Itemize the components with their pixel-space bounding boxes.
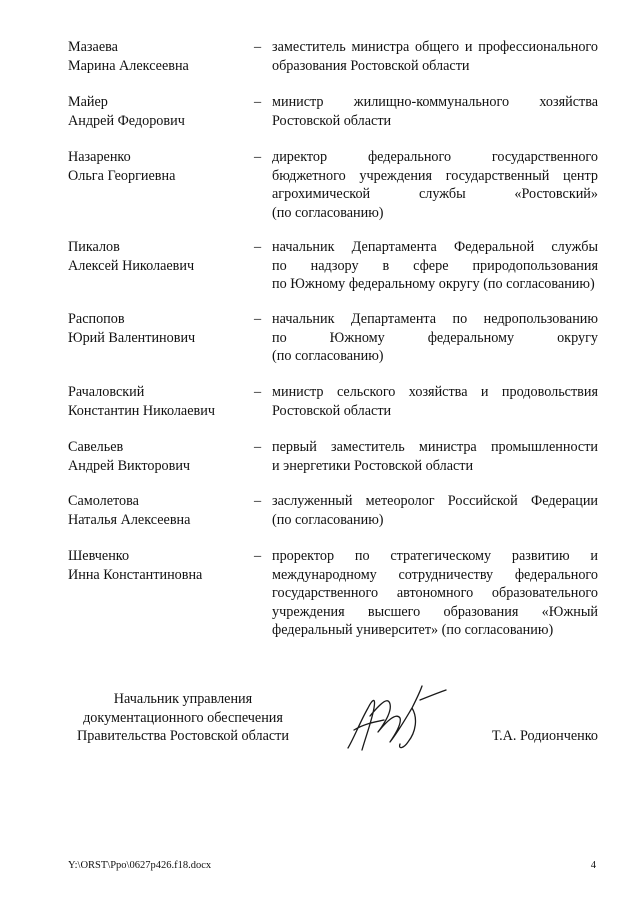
member-position (272, 148, 598, 222)
position-line: государственного автономного образовательного (272, 585, 598, 601)
member-given-name: Андрей Викторович (68, 457, 191, 474)
member-surname: Майер (68, 94, 108, 110)
position-line: первый заместитель министра промышленности (272, 439, 598, 455)
member-given-name: Наталья Алексеевна (68, 511, 191, 528)
position-line: (по согласованию) (272, 348, 384, 364)
position-line: агрохимической службы «Ростовский» (272, 186, 598, 202)
position-line: по Южному федеральному округу (272, 329, 598, 346)
member-position (272, 383, 598, 420)
member-given-name: Юрий Валентинович (68, 329, 196, 346)
member-given-name: Андрей Федорович (68, 112, 185, 129)
entry-dash: – (254, 39, 262, 55)
position-line: по надзору в сфере природопользования (272, 257, 598, 274)
member-position (272, 310, 598, 366)
position-line: бюджетного учреждения государственный центр (272, 167, 598, 184)
entry-dash: – (254, 493, 262, 509)
member-position (272, 238, 598, 294)
member-name (68, 492, 248, 529)
member-name (68, 148, 248, 185)
position-line: образования Ростовской области (272, 57, 470, 74)
member-given-name: Инна Константиновна (68, 566, 203, 583)
member-given-name: Константин Николаевич (68, 402, 215, 419)
member-surname: Самолетова (68, 493, 139, 509)
position-line: Ростовской области (272, 112, 392, 129)
member-position (272, 547, 598, 640)
member-given-name: Алексей Николаевич (68, 257, 195, 274)
signatory-name: Т.А. Родионченко (491, 728, 598, 744)
signatory-title-line: Правительства Ростовской области (77, 728, 289, 744)
signatory-title-line: документационного обеспечения (83, 709, 283, 726)
position-line: начальник Департамента по недропользованию (272, 311, 598, 327)
page-number: 4 (590, 860, 596, 871)
member-name (68, 310, 248, 347)
member-name (68, 438, 248, 475)
member-position (272, 93, 598, 130)
member-name (68, 93, 248, 130)
entry-dash: – (254, 439, 262, 455)
file-path: Y:\ORST\Ppo\0627p426.f18.docx (68, 860, 212, 871)
member-position (272, 438, 598, 475)
position-line: начальник Департамента Федеральной службы (272, 239, 598, 255)
member-given-name: Ольга Георгиевна (68, 167, 176, 184)
entry-dash: – (254, 94, 262, 110)
member-surname: Рачаловский (68, 384, 145, 400)
position-line: по Южному федеральному округу (по согласованию) (272, 276, 595, 292)
position-line: заслуженный метеоролог Российской Федерации (272, 493, 598, 509)
position-line: (по согласованию) (272, 511, 384, 528)
entry-dash: – (254, 548, 262, 564)
member-position (272, 492, 598, 529)
position-line: министр сельского хозяйства и продовольствия (272, 384, 598, 400)
handwritten-signature (340, 678, 450, 760)
member-given-name: Марина Алексеевна (68, 57, 189, 74)
position-line: международному сотрудничеству федерального (272, 566, 598, 583)
signatory-title (68, 690, 298, 746)
position-line: федеральный университет» (по согласованию) (272, 622, 554, 638)
entry-dash: – (254, 311, 262, 327)
position-line: директор федерального государственного (272, 149, 598, 165)
entry-dash: – (254, 239, 262, 255)
member-surname: Пикалов (68, 239, 120, 255)
member-surname: Шевченко (68, 548, 130, 564)
member-name (68, 547, 248, 584)
position-line: и энергетики Ростовской области (272, 457, 474, 474)
member-name (68, 238, 248, 275)
member-surname: Савельев (68, 439, 124, 455)
position-line: министр жилищно-коммунального хозяйства (272, 94, 598, 110)
member-surname: Мазаева (68, 39, 118, 55)
signatory-title-line: Начальник управления (113, 691, 253, 707)
position-line: проректор по стратегическому развитию и (272, 548, 598, 564)
member-position (272, 38, 598, 75)
entry-dash: – (254, 384, 262, 400)
position-line: учреждения высшего образования «Южный (272, 603, 598, 620)
position-line: заместитель министра общего и профессионального (272, 39, 598, 55)
position-line: Ростовской области (272, 402, 392, 419)
entry-dash: – (254, 149, 262, 165)
member-name (68, 38, 248, 75)
member-surname: Назаренко (68, 149, 131, 165)
member-name (68, 383, 248, 420)
member-surname: Распопов (68, 311, 125, 327)
position-line: (по согласованию) (272, 204, 384, 221)
